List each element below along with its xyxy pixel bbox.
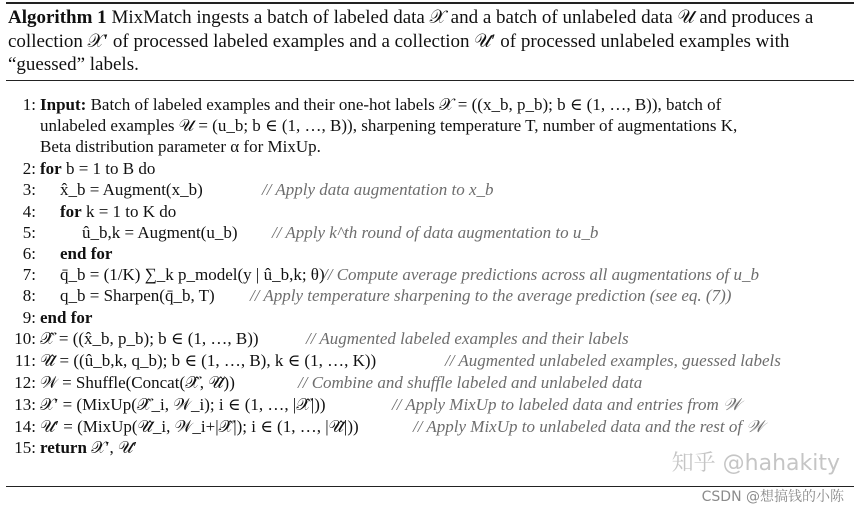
line-number: 1: bbox=[22, 95, 36, 114]
csdn-credit: CSDN @想搞钱的小陈 bbox=[701, 489, 844, 505]
algorithm-caption-text: MixMatch ingests a batch of labeled data 𝒳 and a batch of unlabeled data 𝒰 and produces a collection 𝒳′ of processed labeled examples and a collection 𝒰′ of processed unlabeled examples with “guessed” labels. bbox=[8, 7, 814, 75]
line-text: k = 1 to K do bbox=[81, 202, 177, 221]
line-text: 𝒲 = Shuffle(Concat(𝒳̂, 𝒰̂)) bbox=[40, 373, 235, 392]
line-comment: // Apply MixUp to unlabeled data and the rest of 𝒲 bbox=[413, 417, 765, 436]
line-code bbox=[40, 136, 321, 157]
line-keyword: for bbox=[60, 202, 82, 221]
line-number: 7: bbox=[22, 265, 36, 284]
caption-rule bbox=[6, 80, 854, 81]
algorithm-label: Algorithm 1 bbox=[8, 7, 107, 28]
line-number: 8: bbox=[22, 286, 36, 305]
line-code bbox=[40, 307, 92, 328]
line-keyword: Input: bbox=[40, 95, 87, 114]
line-text: 𝒰̂ = ((û_b,k, q_b); b ∈ (1, …, B), k ∈ (1, …, K)) bbox=[40, 351, 377, 370]
line-code bbox=[82, 222, 238, 243]
line-text: q̄_b = (1/K) ∑_k p_model(y | û_b,k; θ) bbox=[60, 265, 325, 284]
line-code bbox=[40, 372, 235, 393]
line-number: 3: bbox=[22, 180, 36, 199]
line-code bbox=[60, 264, 325, 285]
line-comment: // Augmented unlabeled examples, guessed labels bbox=[445, 351, 781, 370]
line-text: Batch of labeled examples and their one-hot labels 𝒳 = ((x_b, p_b); b ∈ (1, …, B)), batch of bbox=[86, 95, 722, 114]
line-keyword: for bbox=[40, 159, 62, 178]
line-number: 12: bbox=[14, 373, 36, 392]
line-number: 5: bbox=[22, 223, 36, 242]
line-keyword: return bbox=[40, 438, 87, 457]
algorithm-caption bbox=[8, 6, 853, 77]
line-number: 9: bbox=[22, 308, 36, 327]
top-rule bbox=[6, 2, 854, 4]
line-comment: // Combine and shuffle labeled and unlabeled data bbox=[298, 373, 643, 392]
line-number: 6: bbox=[22, 244, 36, 263]
line-code bbox=[40, 416, 359, 437]
line-number: 4: bbox=[22, 202, 36, 221]
line-code bbox=[40, 437, 137, 458]
line-text: 𝒳′, 𝒰′ bbox=[86, 438, 138, 457]
line-text: x̂_b = Augment(x_b) bbox=[60, 180, 203, 199]
line-number: 14: bbox=[14, 417, 36, 436]
line-code bbox=[40, 394, 326, 415]
line-text: 𝒳′ = (MixUp(𝒳̂_i, 𝒲_i); i ∈ (1, …, |𝒳̂|)) bbox=[40, 395, 326, 414]
line-code bbox=[40, 94, 721, 115]
line-comment: // Apply data augmentation to x_b bbox=[262, 180, 494, 199]
line-text: 𝒰′ = (MixUp(𝒰̂_i, 𝒲_i+|𝒳̂|); i ∈ (1, …, |𝒰̂|)) bbox=[40, 417, 359, 436]
line-code bbox=[40, 328, 259, 349]
line-code bbox=[40, 115, 737, 136]
line-number: 2: bbox=[22, 159, 36, 178]
zhihu-watermark: 知乎 @hahakity bbox=[671, 451, 840, 476]
line-comment: // Apply temperature sharpening to the average prediction (see eq. (7)) bbox=[250, 286, 732, 305]
line-keyword: end for bbox=[40, 308, 93, 327]
line-text: Beta distribution parameter α for MixUp. bbox=[40, 137, 321, 156]
line-number: 11: bbox=[14, 351, 36, 370]
line-number: 13: bbox=[14, 395, 36, 414]
line-keyword: end for bbox=[60, 244, 113, 263]
line-comment: // Augmented labeled examples and their labels bbox=[306, 329, 629, 348]
line-code bbox=[60, 201, 176, 222]
line-code bbox=[60, 179, 203, 200]
line-text: û_b,k = Augment(u_b) bbox=[82, 223, 238, 242]
line-comment: // Compute average predictions across all augmentations of u_b bbox=[323, 265, 759, 284]
line-code bbox=[40, 350, 376, 371]
line-text: unlabeled examples 𝒰 = (u_b; b ∈ (1, …, B)), sharpening temperature T, number of augmentations K, bbox=[40, 116, 738, 135]
line-text: 𝒳̂ = ((x̂_b, p_b); b ∈ (1, …, B)) bbox=[40, 329, 259, 348]
line-code bbox=[40, 158, 155, 179]
line-text: b = 1 to B do bbox=[61, 159, 156, 178]
line-code bbox=[60, 285, 215, 306]
line-code bbox=[60, 243, 112, 264]
line-text: q_b = Sharpen(q̄_b, T) bbox=[60, 286, 215, 305]
line-number: 15: bbox=[14, 438, 36, 457]
line-comment: // Apply MixUp to labeled data and entries from 𝒲 bbox=[392, 395, 741, 414]
line-comment: // Apply k^th round of data augmentation to u_b bbox=[272, 223, 599, 242]
line-number: 10: bbox=[14, 329, 36, 348]
